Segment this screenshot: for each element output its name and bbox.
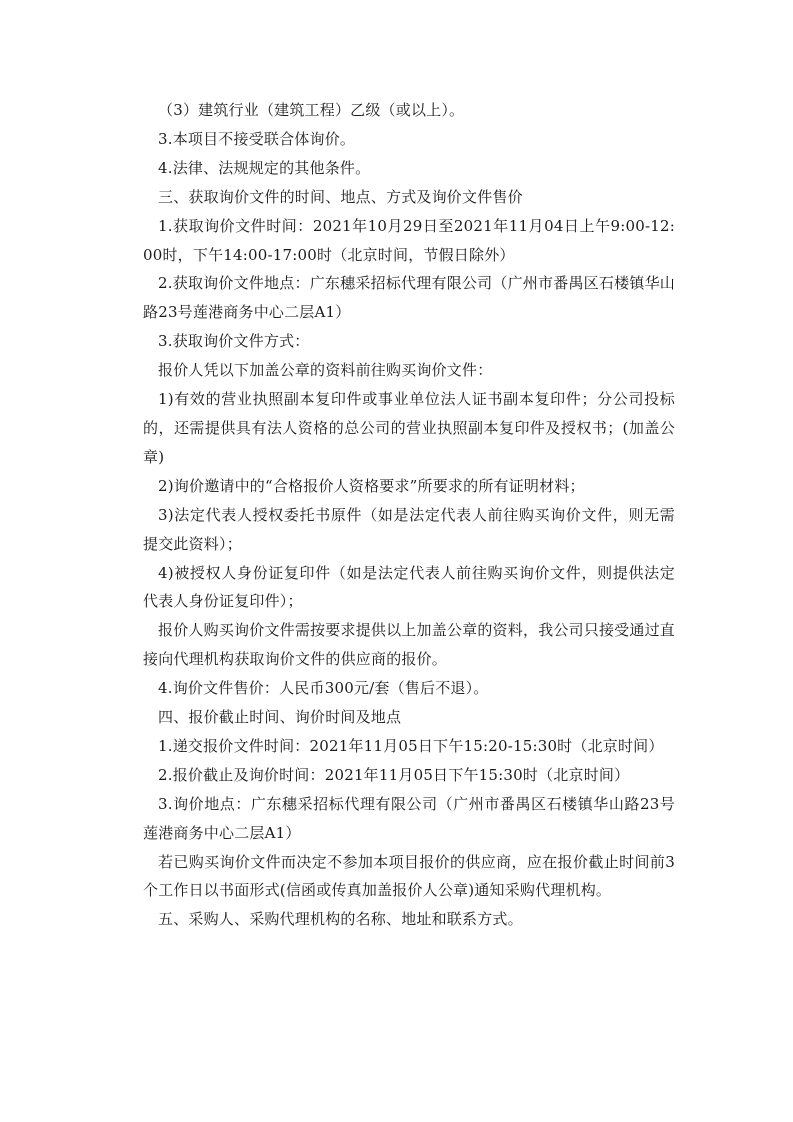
obtain-time-item: 1.获取询价文件时间：2021年10月29日至2021年11月04日上午9:00-12:00时，下午14:00-17:00时（北京时间，节假日除外） — [143, 216, 675, 264]
qualification-grade-item: （3）建筑行业（建筑工程）乙级（或以上）。 — [158, 101, 465, 119]
required-material-3: 3)法定代表人授权委托书原件（如是法定代表人前往购买询价文件，则无需提交此资料）； — [143, 505, 675, 553]
document-price-item: 4.询价文件售价：人民币300元/套（售后不退）。 — [158, 679, 489, 698]
required-material-1: 1)有效的营业执照副本复印件或事业单位法人证书副本复印件；分公司投标的，还需提供具有法人资格的总公司的营业执照副本复印件及授权书；(加盖公章) — [143, 390, 675, 466]
withdrawal-notice: 若已购买询价文件而决定不参加本项目报价的供应商，应在报价截止时间前3个工作日以书面形式(信函或传真加盖报价人公章)通知采购代理机构。 — [143, 852, 675, 900]
obtain-location-item: 2.获取询价文件地点：广东穗采招标代理有限公司（广州市番禺区石楼镇华山路23号莲港商务中心二层A1） — [143, 274, 675, 322]
obtain-method-intro: 报价人凭以下加盖公章的资料前往购买询价文件： — [158, 361, 493, 380]
section-heading-deadline: 四、报价截止时间、询价时间及地点 — [158, 708, 402, 727]
submission-time-item: 1.递交报价文件时间：2021年11月05日下午15:20-15:30时（北京时间） — [158, 736, 664, 755]
section-heading-contacts: 五、采购人、采购代理机构的名称、地址和联系方式。 — [158, 910, 523, 929]
deadline-time-item: 2.报价截止及询价时间：2021年11月05日下午15:30时（北京时间） — [158, 765, 630, 784]
required-material-2: 2)询价邀请中的“合格报价人资格要求”所要求的所有证明材料； — [158, 476, 585, 495]
other-conditions-item: 4.法律、法规规定的其他条件。 — [158, 158, 371, 177]
section-heading-obtain-documents: 三、获取询价文件的时间、地点、方式及询价文件售价 — [158, 187, 523, 206]
no-consortium-item: 3.本项目不接受联合体询价。 — [158, 129, 356, 148]
purchase-note: 报价人购买询价文件需按要求提供以上加盖公章的资料，我公司只接受通过直接向代理机构获取询价文件的供应商的报价。 — [143, 621, 675, 669]
inquiry-location-item: 3.询价地点：广东穗采招标代理有限公司（广州市番禺区石楼镇华山路23号莲港商务中心二层A1） — [143, 794, 675, 842]
required-material-4: 4)被授权人身份证复印件（如是法定代表人前往购买询价文件，则提供法定代表人身份证复印件）； — [143, 563, 675, 611]
document-body — [143, 96, 675, 934]
obtain-method-item: 3.获取询价文件方式： — [158, 332, 310, 351]
